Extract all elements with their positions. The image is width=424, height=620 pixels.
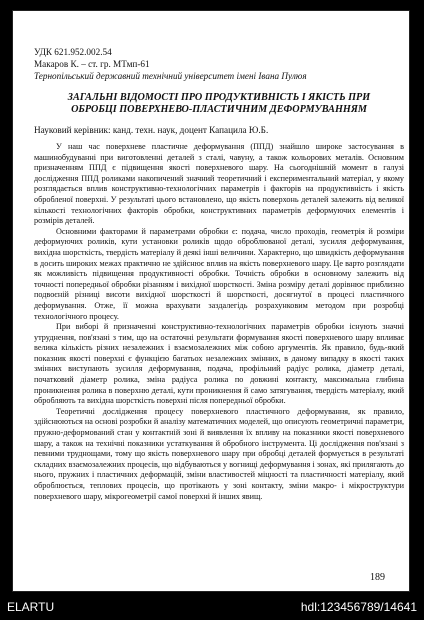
article-title [34, 92, 404, 116]
handle-id: hdl:123456789/14641 [300, 600, 417, 614]
paragraph-3: При виборі й призначенні конструктивно-технологічних параметрів обробки існують значні утруднення, пов'язані з тим, що на остаточні результати формування якості поверхневого шару впливає велика кількість різних незалежних і взаємозалежних між собою аргументів. Як правило, будь-який показник якості поверхні є функцією багатьох незалежних змінних, в даному випадку в якості таких змінних виступають зусилля деформування, подача, профільний радіус ролика, діаметр деталі, початковий діаметр ролика, зміна радіуса ролика по довжині контакту, максимальна глибина проникнення ролика в поверхню деталі, кути проникнення й само затягування, твердість матеріалу, який обробляють та вихідна шорсткість поверхні після попередньої обробки. [34, 322, 404, 406]
paragraph-2: Основними факторами й параметрами обробки є: подача, число проходів, геометрія й розміри деформуючих роликів, кути установки роликів щодо оброблюваної деталі, зусилля деформування, вихідна шорсткість, твердість матеріалу й деякі інші величини. Характерно, що швидкість деформування в досить широких межах практично не здійснює вплив на якість поверхневого шару. Це варто розглядати як можливість підвищення продуктивності обробки. Точність обробки в основному залежить від точності попередньої обробки різанням і вихідної шорсткості. Зміна розміру деталі дорівнює приблизно подвоєній різниці висоти вихідної шорсткості й шорсткості, досягнутої в процесі пластичного деформування. Отже, її можна врахувати заздалегідь розрахунковим методом при розробці технологічного процесу. [34, 226, 404, 321]
paragraph-1: У наш час поверхневе пластичне деформування (ППД) знайшло широке застосування в машинобудуванні при виготовленні деталей з сталі, чавуну, а також кольорових металів. Основним призначенням ППД є підвищення якості поверхневого шару. На сьогоднішній момент в галузі дослідження ППД роликами накопичений значний теоретичний і експериментальний матеріал, у якому розглядається вплив конструктивно-технологічних параметрів і факторів на продуктивність і якість обробленої поверхні. У результаті цього встановлено, що якість поверхонь деталей залежить від великої кількості технологічних факторів обробки, конструктивних параметрів деформуючих елементів і розмірів деталей. [34, 142, 404, 226]
footer-bar [0, 596, 424, 620]
document-page [12, 10, 410, 592]
author-line: Макаров К. – ст. гр. МТмп-61 [34, 59, 150, 69]
scientific-advisor: Науковий керівник: канд. техн. наук, доцент Капацила Ю.Б. [34, 125, 269, 135]
title-line-1: ЗАГАЛЬНІ ВІДОМОСТІ ПРО ПРОДУКТИВНІСТЬ І ЯКІСТЬ ПРИ [67, 92, 371, 103]
repository-name: ELARTU [7, 600, 55, 614]
page-number: 189 [370, 572, 385, 583]
udc-code: УДК 621.952.002.54 [34, 47, 112, 57]
article-content [34, 46, 404, 502]
title-line-2: ОБРОБЦІ ПОВЕРХНЕВО-ПЛАСТИЧНИМ ДЕФОРМУВАННЯМ [71, 104, 367, 115]
university-line: Тернопільський державний технічний університет імені Івана Пулюя [34, 71, 307, 81]
paragraph-4: Теоретичні дослідження процесу поверхневого пластичного деформування, як правило, здійснюються на основі розробки й аналізу математичних моделей, що описують геометричні параметри, пружно-деформований стан у контактній зоні й виявлення їх впливу на показники якості поверхневого шару, а також на технічні показники устаткування й обробного інструмента. Ці дослідження пов'язані з певними труднощами, тому що якість поверхневого шару при обробці деталей формується в результаті складних взаємозалежних процесів, що відбуваються у вогнищі деформування і зонах, які прилягають до нього, пружних і пластичних деформацій, зміни властивостей міцності та пластичності матеріалу, який оброблюється, теплових процесів, що протікають у зоні контакту, зміни макро- і мікроструктури поверхневого шару, мікрогеометрії самої поверхні й інших явищ. [34, 406, 404, 501]
